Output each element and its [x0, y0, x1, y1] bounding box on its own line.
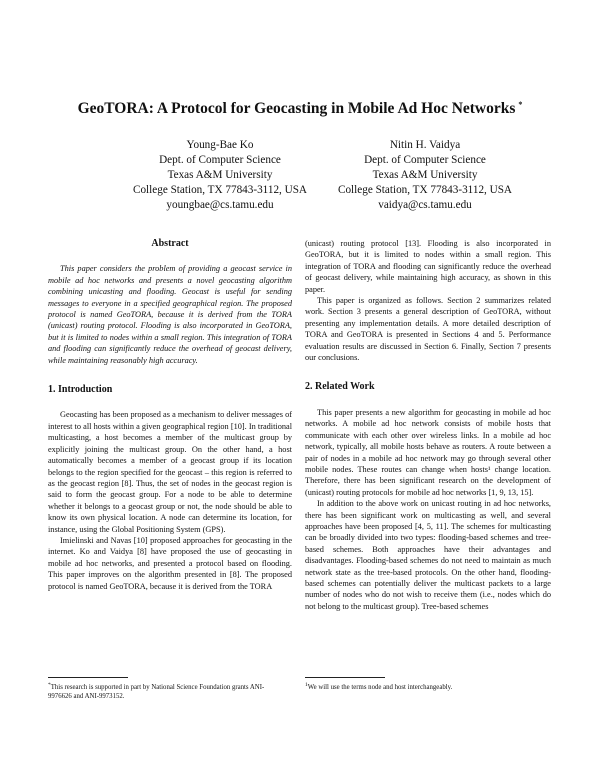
author-university: Texas A&M University: [372, 169, 478, 181]
title-text: GeoTORA: A Protocol for Geocasting in Mobile Ad Hoc Networks: [77, 100, 516, 117]
footnote-text: This research is supported in part by National Science Foundation grants ANI-9976626 and ANI-9973152.: [48, 684, 265, 700]
author-city: College Station, TX 77843-3112, USA: [337, 184, 513, 196]
abstract-heading: Abstract: [151, 238, 189, 249]
right-column: [305, 238, 551, 612]
author-city: College Station, TX 77843-3112, USA: [132, 184, 308, 196]
footnote-rule: [305, 677, 385, 678]
intro-paragraph-2: Imielinski and Navas [10] proposed approaches for geocasting in the internet. Ko and Vaidya [8] have proposed the use of geocasting in mobile ad hoc networks, and presented a protocol based on flooding. This paper improves on the algorithm presented in [8]. The proposed protocol is named GeoTORA, because it is derived from the TORA: [48, 535, 292, 591]
related-work-paragraph-2: In addition to the above work on unicast routing in ad hoc networks, there has been significant work on multicasting as well, and several approaches have been proposed [4, 5, 11]. The schemes for multicasting can be broadly divided into two types: flooding-based schemes and tree-based schemes. Both approaches have their advantages and disadvantages. Flooding-based schemes do not need to maintain as much network state as the tree-based protocols. On the other hand, flooding-based schemes can potentially deliver the multicast packets to a large number of nodes who do not wish to receive them (i.e., nodes which do not belong to the multicast group). Tree-based schemes: [305, 499, 551, 611]
left-column: [48, 238, 292, 592]
footnote-rule: [48, 677, 128, 678]
footnote-terms: [305, 681, 545, 692]
author-university: Texas A&M University: [167, 169, 273, 181]
paper-title: [0, 100, 600, 118]
organization-paragraph: This paper is organized as follows. Section 2 summarizes related work. Section 3 presents a general description of GeoTORA, without presenting any implementation details. A more detailed description of TORA and GeoTORA is presented in Sections 4 and 5. Performance evaluation results are discussed in Section 6. Finally, Section 7 presents our conclusions.: [305, 296, 551, 363]
title-footnote-mark: *: [518, 100, 523, 109]
related-work-paragraph-1: This paper presents a new algorithm for geocasting in mobile ad hoc networks. A mobile ad hoc network consists of mobile hosts that communicate with each other over wireless links. In a mobile ad hoc network, typically, all mobile hosts behave as routers. A route between a pair of nodes in a mobile ad hoc network may go through several other mobile nodes. These routes can change when hosts¹ change location. Therefore, there has been significant research on the development of (unicast) routing protocols for mobile ad hoc networks [1, 9, 13, 15].: [305, 407, 551, 497]
intro-paragraph-1: Geocasting has been proposed as a mechanism to deliver messages of interest to all hosts within a given geographical region [10]. In traditional multicasting, a host becomes a member of the multicast group by explicitly joining the multicast group. On the other hand, a host automatically becomes a member of a geocast group if its location belongs to the region specified for the geocast – this region is referred to as the geocast region [8]. Thus, the set of nodes in the geocast region is said to form the geocast group. For a node to be able to determine whether it belongs to a geocast group or not, the node should be able to know its own physical location. A node can determine its location, for instance, using the Global Positioning System (GPS).: [48, 410, 292, 534]
footnote-text: We will use the terms node and host interchangeably.: [307, 684, 453, 691]
footnote-mark: 1: [305, 682, 308, 688]
author-email: vaidya@cs.tamu.edu: [378, 199, 472, 211]
author-name: Young-Bae Ko: [186, 139, 254, 151]
author-dept: Dept. of Computer Science: [364, 154, 486, 166]
author-name: Nitin H. Vaidya: [389, 139, 461, 151]
author-email: youngbae@cs.tamu.edu: [166, 199, 274, 211]
footnote-funding: [48, 681, 288, 701]
intro-paragraph-continued: (unicast) routing protocol [13]. Flooding is also incorporated in GeoTORA, but it is limited to nodes within a small region. This integration of TORA and flooding can significantly reduce the overhead of geocast delivery, while maintaining high accuracy, as shown in this paper.: [305, 239, 551, 294]
footnote-mark: *: [48, 682, 51, 688]
related-work-heading: 2. Related Work: [305, 381, 375, 393]
intro-heading: 1. Introduction: [48, 384, 113, 396]
author-dept: Dept. of Computer Science: [159, 154, 281, 166]
abstract-text: This paper considers the problem of providing a geocast service in mobile ad hoc networks and presents a novel geocasting algorithm combining unicasting and flooding. Geocast is useful for sending messages to everyone in a specified geographical region. The proposed protocol is named GeoTORA, because it is derived from the TORA (unicast) routing protocol. Flooding is also incorporated in GeoTORA, but it is limited to nodes within a small region. This integration of TORA and flooding can significantly reduce the overhead of geocast delivery, while maintaining reasonably high accuracy.: [48, 264, 292, 365]
author-block-2: [275, 138, 575, 213]
